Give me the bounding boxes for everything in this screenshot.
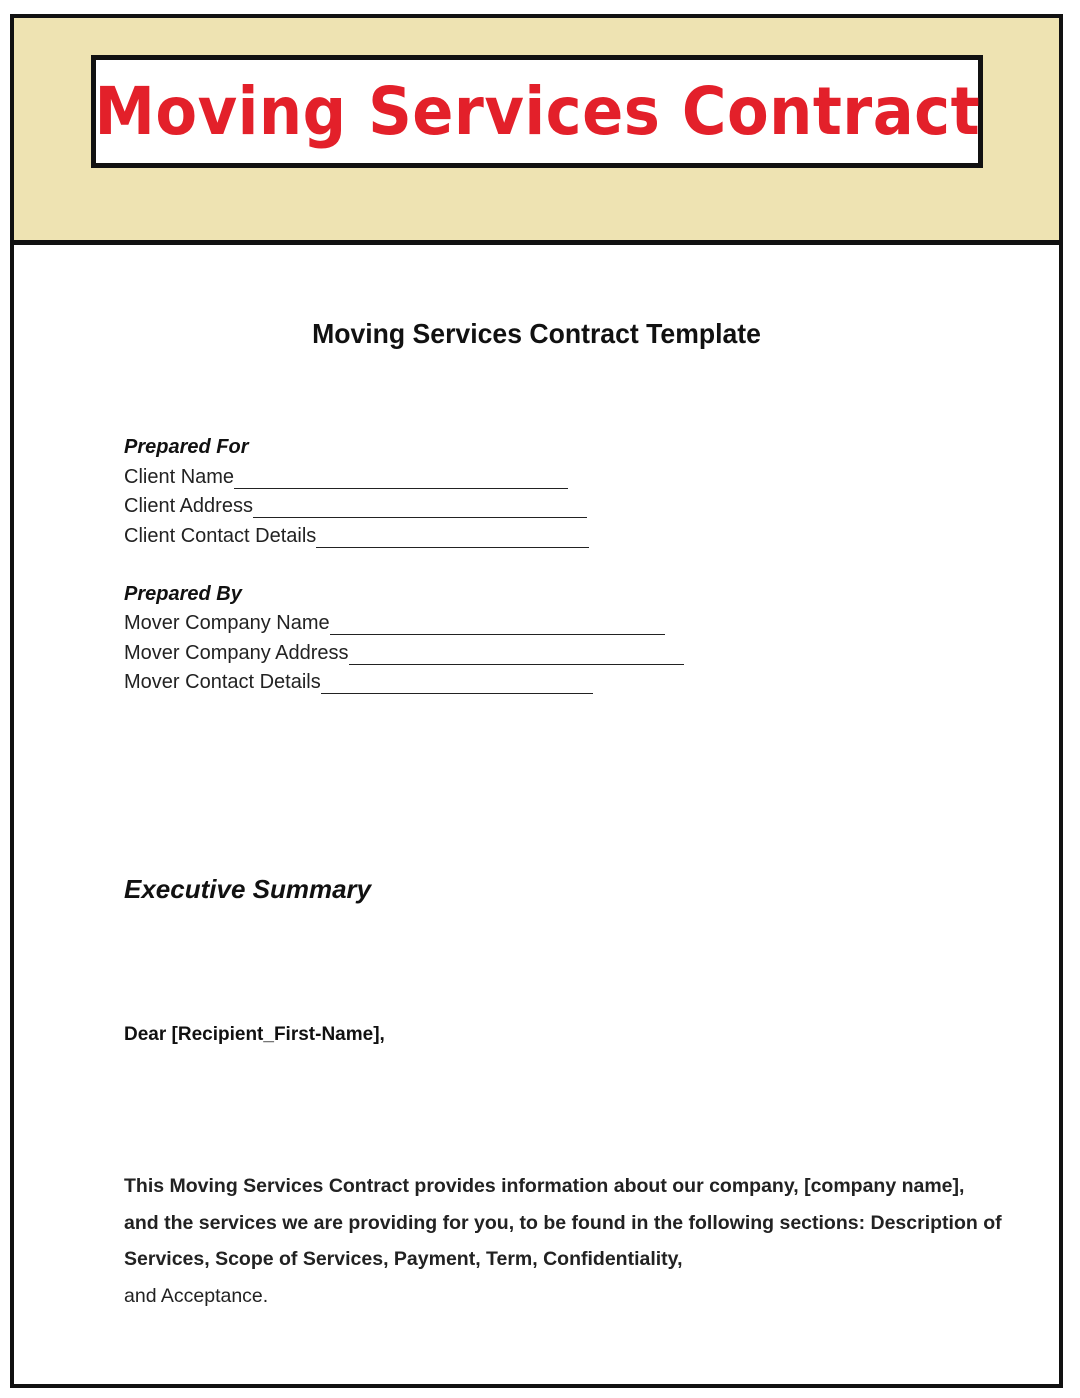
mover-address-field xyxy=(124,642,684,665)
client-name-field xyxy=(124,466,568,489)
greeting: Dear [Recipient_First-Name], xyxy=(124,1024,385,1045)
blank-line xyxy=(316,529,589,548)
field-label: Client Name xyxy=(124,466,235,488)
header-band xyxy=(14,18,1059,245)
mover-name-field xyxy=(124,612,665,635)
blank-line xyxy=(321,675,593,694)
field-label: Client Contact Details xyxy=(124,525,317,547)
paragraph-tail: and Acceptance. xyxy=(124,1284,269,1307)
blank-line xyxy=(234,470,568,489)
blank-line xyxy=(349,646,684,665)
document-title: Moving Services Contract Template xyxy=(312,318,761,349)
intro-paragraph xyxy=(124,1168,1004,1314)
blank-line xyxy=(330,616,665,635)
header-title-box xyxy=(91,55,983,168)
prepared-by-label: Prepared By xyxy=(124,583,242,605)
field-label: Mover Contact Details xyxy=(124,671,321,693)
header-title: Moving Services Contract xyxy=(94,73,980,150)
field-label: Mover Company Address xyxy=(124,642,349,664)
mover-contact-field xyxy=(124,671,593,694)
client-address-field xyxy=(124,495,587,518)
field-label: Client Address xyxy=(124,495,253,517)
prepared-for-label: Prepared For xyxy=(124,436,249,458)
field-label: Mover Company Name xyxy=(124,612,330,634)
paragraph-text: This Moving Services Contract provides information about our company, [company name], and the services we are providing for you, to be found in the following sections: Description of Services, Scope of Services, Payment, Term, Confidentiality, xyxy=(124,1175,1002,1270)
client-contact-field xyxy=(124,525,589,548)
executive-summary-heading: Executive Summary xyxy=(124,874,372,904)
blank-line xyxy=(253,499,587,518)
